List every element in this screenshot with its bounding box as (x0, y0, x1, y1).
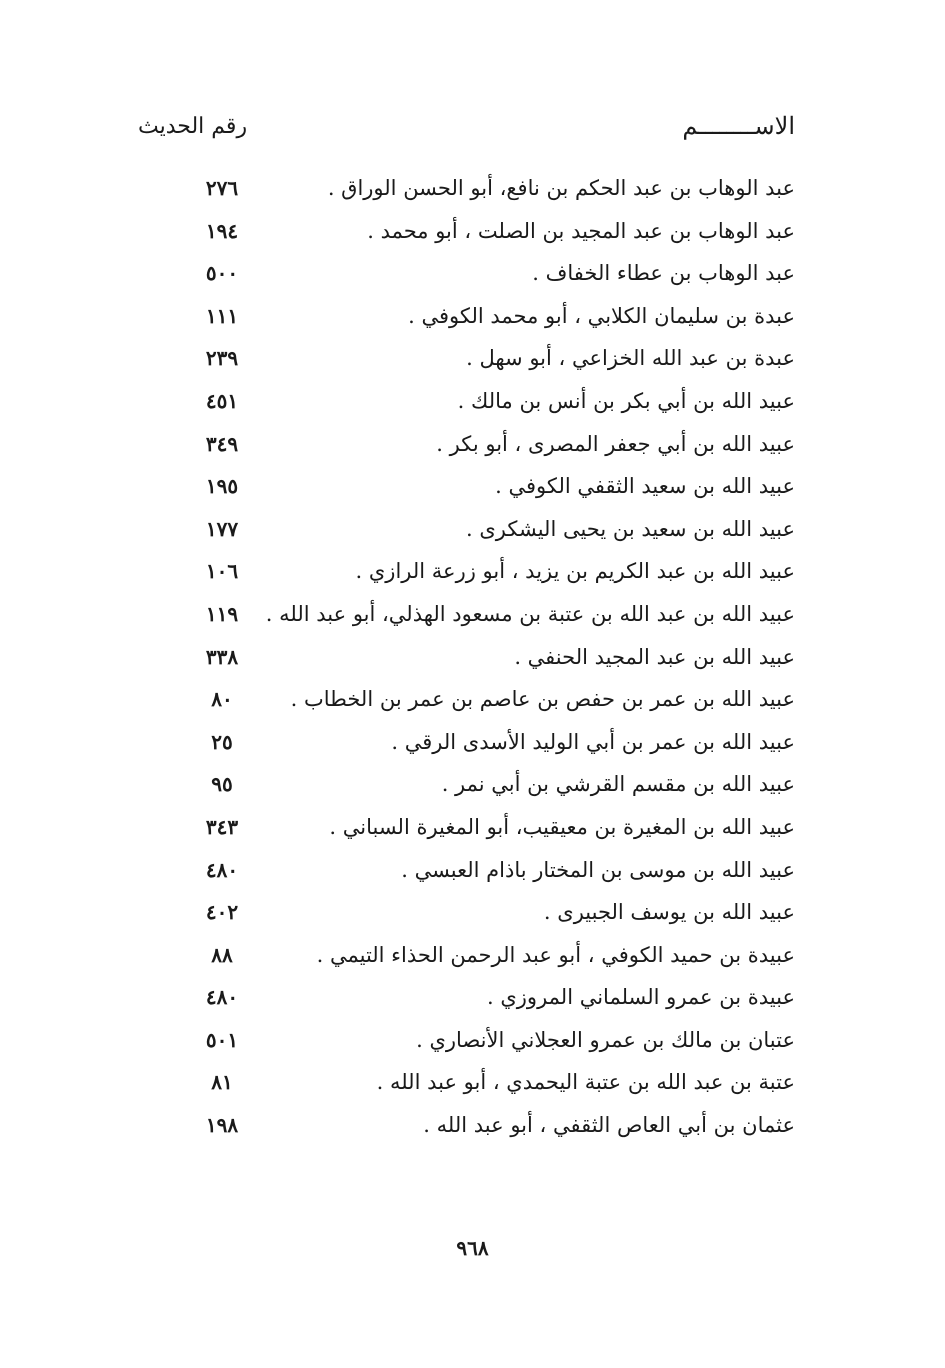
index-entry (130, 768, 795, 811)
index-entry (130, 641, 795, 684)
hadith-number-column-heading: رقم الحديث (138, 114, 248, 139)
hadith-number: ٢٧٦ (205, 176, 239, 200)
index-entry (130, 981, 795, 1024)
narrator-name: عبيد الله بن عمر بن أبي الوليد الأسدى الرقي . (391, 729, 795, 754)
index-entry (130, 385, 795, 428)
narrator-name: عبيد الله بن عبد الله بن عتبة بن مسعود الهذلي، أبو عبد الله . (265, 601, 795, 626)
narrator-name: عبيد الله بن يوسف الجبيرى . (543, 900, 795, 925)
narrator-name: عتبان بن مالك بن عمرو العجلاني الأنصاري . (416, 1027, 795, 1052)
hadith-number: ٥٠١ (205, 1027, 239, 1052)
hadith-number: ٣٣٨ (205, 644, 239, 669)
narrator-name: عبد الوهاب بن عبد المجيد بن الصلت ، أبو محمد . (367, 218, 795, 243)
index-entry (130, 342, 795, 385)
hadith-number: ٩٥ (211, 772, 233, 797)
index-entry (130, 257, 795, 300)
narrator-name: عبيد الله بن عبد المجيد الحنفي . (514, 644, 795, 669)
narrator-name: عبد الوهاب بن عطاء الخفاف . (532, 261, 795, 286)
hadith-number: ٣٤٩ (205, 431, 239, 456)
narrator-name: عبدة بن سليمان الكلابي ، أبو محمد الكوفي . (408, 303, 795, 328)
hadith-number: ٤٠٢ (205, 900, 239, 925)
index-entry (130, 172, 795, 215)
hadith-number: ١١٩ (205, 601, 239, 626)
narrator-name: عبيد الله بن أبي بكر بن أنس بن مالك . (457, 388, 795, 413)
index-entry (130, 470, 795, 513)
narrator-index-list (130, 172, 795, 1152)
index-entry (130, 1066, 795, 1109)
hadith-number: ٨٠ (211, 687, 233, 712)
hadith-number: ٥٠٠ (205, 261, 239, 286)
narrator-name: عبيد الله بن موسى بن المختار باذام العبسي . (401, 857, 795, 882)
name-column-heading: الاســــــــم (682, 112, 795, 140)
hadith-number: ٢٥ (211, 729, 233, 754)
index-entry (130, 300, 795, 343)
hadith-number: ١٩٤ (205, 218, 239, 243)
index-entry (130, 896, 795, 939)
hadith-number: ١٩٨ (205, 1113, 239, 1138)
index-entry (130, 513, 795, 556)
index-entry (130, 555, 795, 598)
narrator-name: عبيد الله بن مقسم القرشي بن أبي نمر . (441, 772, 795, 797)
index-entry (130, 428, 795, 471)
narrator-name: عبيد الله بن عبد الكريم بن يزيد ، أبو زرعة الرازي . (355, 559, 795, 584)
hadith-number: ١٩٥ (205, 474, 239, 499)
hadith-number: ٤٨٠ (205, 985, 239, 1010)
narrator-name: عبد الوهاب بن عبد الحكم بن نافع، أبو الحسن الوراق . (327, 176, 795, 200)
narrator-name: عبيدة بن حميد الكوفي ، أبو عبد الرحمن الحذاء التيمي . (316, 942, 795, 967)
index-entry (130, 215, 795, 258)
hadith-number: ٨٨ (211, 942, 233, 967)
narrator-name: عبدة بن عبد الله الخزاعي ، أبو سهل . (466, 346, 795, 371)
narrator-name: عبيد الله بن المغيرة بن معيقيب، أبو المغيرة السباني . (329, 814, 795, 839)
index-entry (130, 1024, 795, 1067)
hadith-number: ٤٨٠ (205, 857, 239, 882)
narrator-name: عبيد الله بن سعيد الثقفي الكوفي . (495, 474, 795, 499)
narrator-name: عبيدة بن عمرو السلماني المروزي . (487, 985, 795, 1010)
narrator-name: عتبة بن عبد الله بن عتبة اليحمدي ، أبو عبد الله . (376, 1070, 795, 1095)
index-entry (130, 1109, 795, 1152)
hadith-number: ٣٤٣ (205, 814, 239, 839)
narrator-name: عبيد الله بن أبي جعفر المصرى ، أبو بكر . (436, 431, 795, 456)
hadith-number: ٢٣٩ (205, 346, 239, 371)
hadith-number: ١٠٦ (205, 559, 239, 584)
page-number: ٩٦٨ (456, 1236, 489, 1260)
index-entry (130, 598, 795, 641)
index-entry (130, 854, 795, 897)
index-entry (130, 726, 795, 769)
narrator-name: عبيد الله بن عمر بن حفص بن عاصم بن عمر بن الخطاب . (290, 687, 795, 712)
column-header (130, 112, 795, 152)
index-entry (130, 811, 795, 854)
hadith-number: ٤٥١ (205, 388, 239, 413)
index-entry (130, 683, 795, 726)
index-entry (130, 939, 795, 982)
narrator-name: عبيد الله بن سعيد بن يحيى اليشكرى . (466, 516, 795, 541)
hadith-number: ١٧٧ (205, 516, 239, 541)
narrator-name: عثمان بن أبي العاص الثقفي ، أبو عبد الله . (423, 1113, 795, 1138)
hadith-number: ١١١ (205, 303, 239, 328)
hadith-number: ٨١ (211, 1070, 233, 1095)
